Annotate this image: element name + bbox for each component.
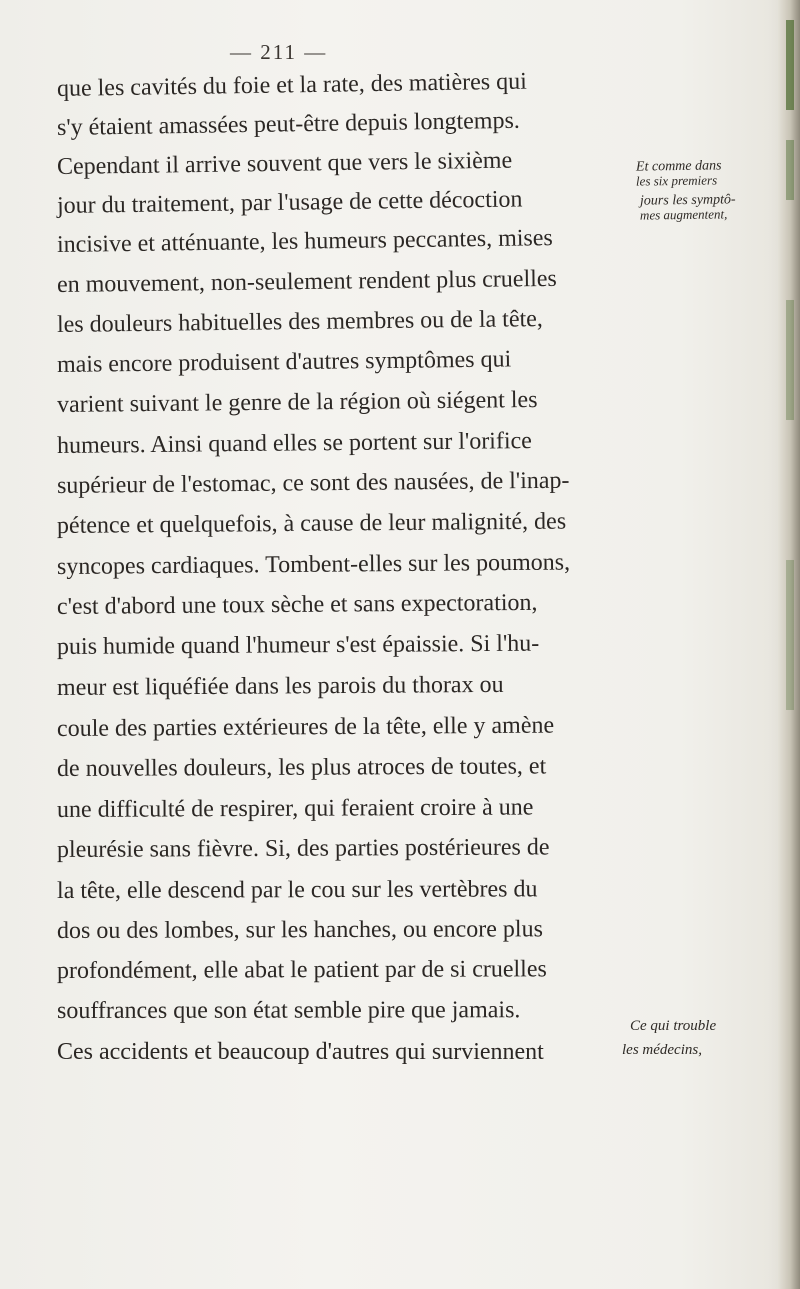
margin-note-line: Ce qui trouble xyxy=(630,1018,717,1034)
text-line: profondément, elle abat le patient par de si cruelles xyxy=(56,956,547,984)
text-line: la tête, elle descend par le cou sur les vertèbres du xyxy=(56,876,538,904)
text-line: s'y étaient amassées peut-être depuis longtemps. xyxy=(56,107,521,141)
text-line: jour du traitement, par l'usage de cette décoction xyxy=(56,186,523,219)
text-line: incisive et atténuante, les humeurs peccantes, mises xyxy=(56,225,553,258)
text-line: meur est liquéfiée dans les parois du thorax ou xyxy=(56,671,504,701)
page-number: — 211 — xyxy=(230,40,328,64)
text-line: pétence et quelquefois, à cause de leur malignité, des xyxy=(56,508,567,539)
text-line: souffrances que son état semble pire que jamais. xyxy=(56,997,521,1024)
text-line: coule des parties extérieures de la tête, elle y amène xyxy=(56,712,555,742)
text-line: humeurs. Ainsi quand elles se portent sur l'orifice xyxy=(56,428,533,459)
text-line: pleurésie sans fièvre. Si, des parties postérieures de xyxy=(56,834,550,863)
text-line: que les cavités du foie et la rate, des matières qui xyxy=(56,68,527,102)
margin-note-line: les médecins, xyxy=(622,1042,702,1058)
text-line: syncopes cardiaques. Tombent-elles sur les poumons, xyxy=(56,549,571,580)
edge-stain xyxy=(786,140,794,200)
text-line: de nouvelles douleurs, les plus atroces de toutes, et xyxy=(56,753,547,782)
text-line: Ces accidents et beaucoup d'autres qui surviennent xyxy=(57,1039,544,1065)
text-line: en mouvement, non-seulement rendent plus cruelles xyxy=(56,265,557,298)
edge-stain xyxy=(786,300,794,420)
text-line: les douleurs habituelles des membres ou de la tête, xyxy=(56,306,543,338)
margin-note-line: les six premiers xyxy=(635,172,718,189)
text-line: supérieur de l'estomac, ce sont des nausées, de l'inap- xyxy=(56,467,570,499)
margin-note-line: jours les symptô- xyxy=(639,192,736,209)
text-line: une difficulté de respirer, qui feraient croire à une xyxy=(56,794,534,823)
margin-note-line: mes augmentent, xyxy=(639,206,728,223)
book-edge xyxy=(778,0,800,1289)
edge-stain xyxy=(786,20,794,110)
margin-note-line: Et comme dans xyxy=(635,158,722,175)
text-line: c'est d'abord une toux sèche et sans expectoration, xyxy=(56,589,538,620)
text-line: puis humide quand l'humeur s'est épaissie. Si l'hu- xyxy=(56,630,540,660)
edge-stain xyxy=(786,560,794,710)
text-line: dos ou des lombes, sur les hanches, ou encore plus xyxy=(56,916,543,944)
text-line: varient suivant le genre de la région où siégent les xyxy=(56,386,538,418)
text-line: mais encore produisent d'autres symptômes qui xyxy=(56,346,512,378)
text-line: Cependant il arrive souvent que vers le sixième xyxy=(56,147,513,180)
